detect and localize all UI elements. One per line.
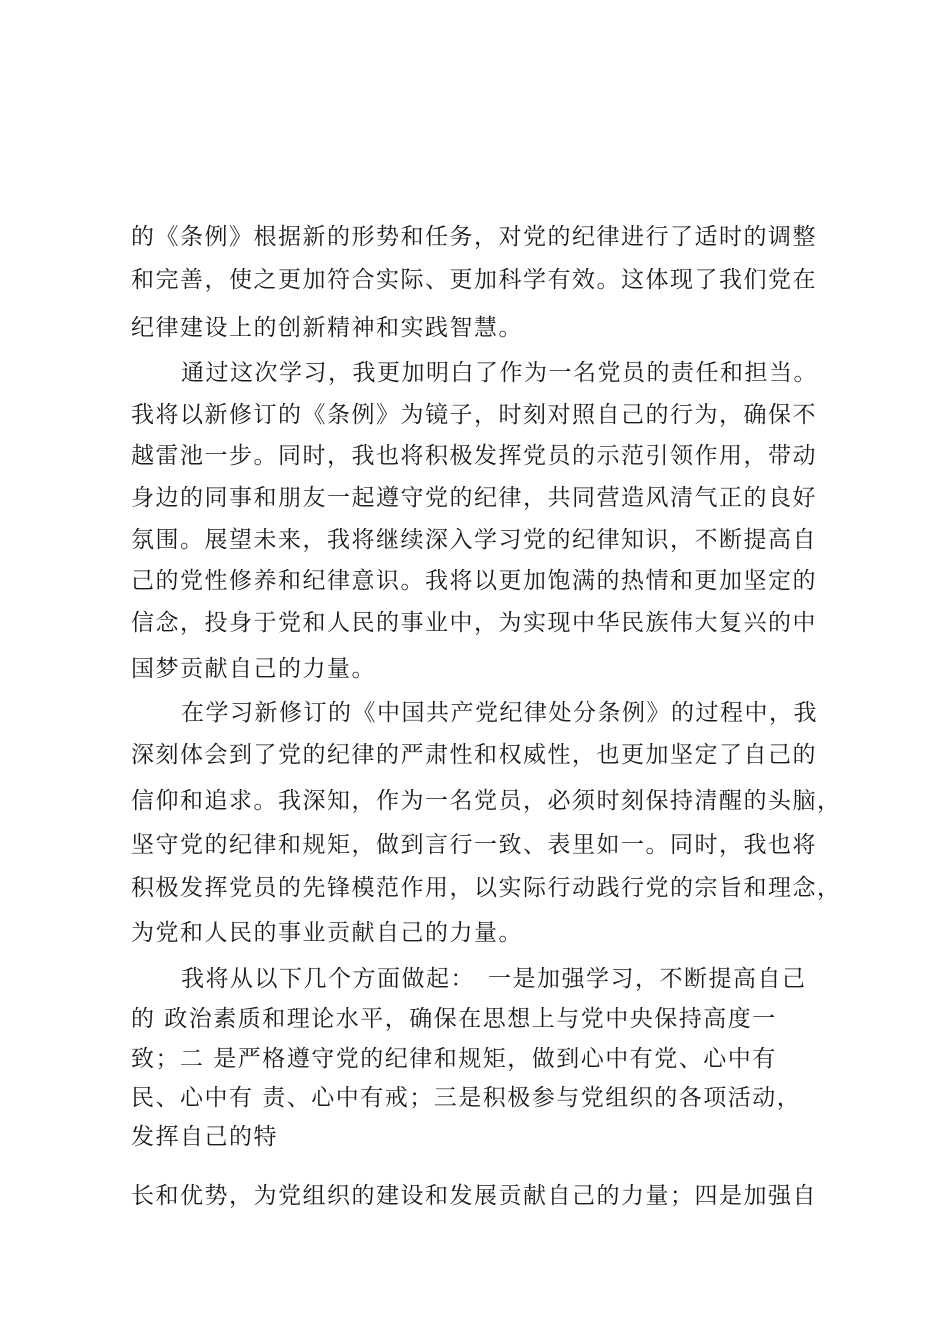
text-line: 积极发挥党员的先锋模范作用，以实际行动践行党的宗旨和理念， <box>131 875 842 901</box>
paragraph-start-line: 通过这次学习，我更加明白了作为一名党员的责任和担当。 <box>181 360 818 386</box>
text-line: 身边的同事和朋友一起遵守党的纪律，共同营造风清气正的良好 <box>131 485 817 511</box>
paragraph-start-line: 在学习新修订的《中国共产党纪律处分条例》的过程中，我 <box>181 700 818 726</box>
text-line: 我将以新修订的《条例》为镜子，时刻对照自己的行为，确保不 <box>131 402 817 428</box>
text-line: 越雷池一步。同时，我也将积极发挥党员的示范引领作用，带动 <box>131 443 817 469</box>
text-line: 的 政治素质和理论水平，确保在思想上与党中央保持高度一 <box>131 1006 777 1032</box>
text-line: 信念，投身于党和人民的事业中，为实现中华民族伟大复兴的中 <box>131 610 817 636</box>
text-line: 发挥自己的特 <box>131 1124 278 1150</box>
text-line: 和完善，使之更加符合实际、更加科学有效。这体现了我们党在 <box>131 267 817 293</box>
text-line: 长和优势，为党组织的建设和发展贡献自己的力量；四是加强自 <box>131 1183 817 1209</box>
text-line: 己的党性修养和纪律意识。我将以更加饱满的热情和更加坚定的 <box>131 568 817 594</box>
text-line: 纪律建设上的创新精神和实践智慧。 <box>131 315 523 341</box>
text-line: 深刻体会到了党的纪律的严肃性和权威性，也更加坚定了自己的 <box>131 742 817 768</box>
text-line: 坚守党的纪律和规矩，做到言行一致、表里如一。同时，我也将 <box>131 832 817 858</box>
text-line: 民、心中有 责、心中有戒；三是积极参与党组织的各项活动， <box>131 1085 802 1111</box>
text-line: 信仰和追求。我深知，作为一名党员，必须时刻保持清醒的头脑， <box>131 788 842 814</box>
text-line: 氛围。展望未来，我将继续深入学习党的纪律知识，不断提高自 <box>131 527 817 553</box>
text-line: 致；二 是严格遵守党的纪律和规矩，做到心中有党、心中有 <box>131 1046 777 1072</box>
text-line: 为党和人民的事业贡献自己的力量。 <box>131 920 523 946</box>
paragraph-start-line: 我将从以下几个方面做起： 一是加强学习，不断提高自己 <box>181 966 807 992</box>
text-line: 国梦贡献自己的力量。 <box>131 656 376 682</box>
text-line: 的《条例》根据新的形势和任务，对党的纪律进行了适时的调整 <box>131 224 817 250</box>
